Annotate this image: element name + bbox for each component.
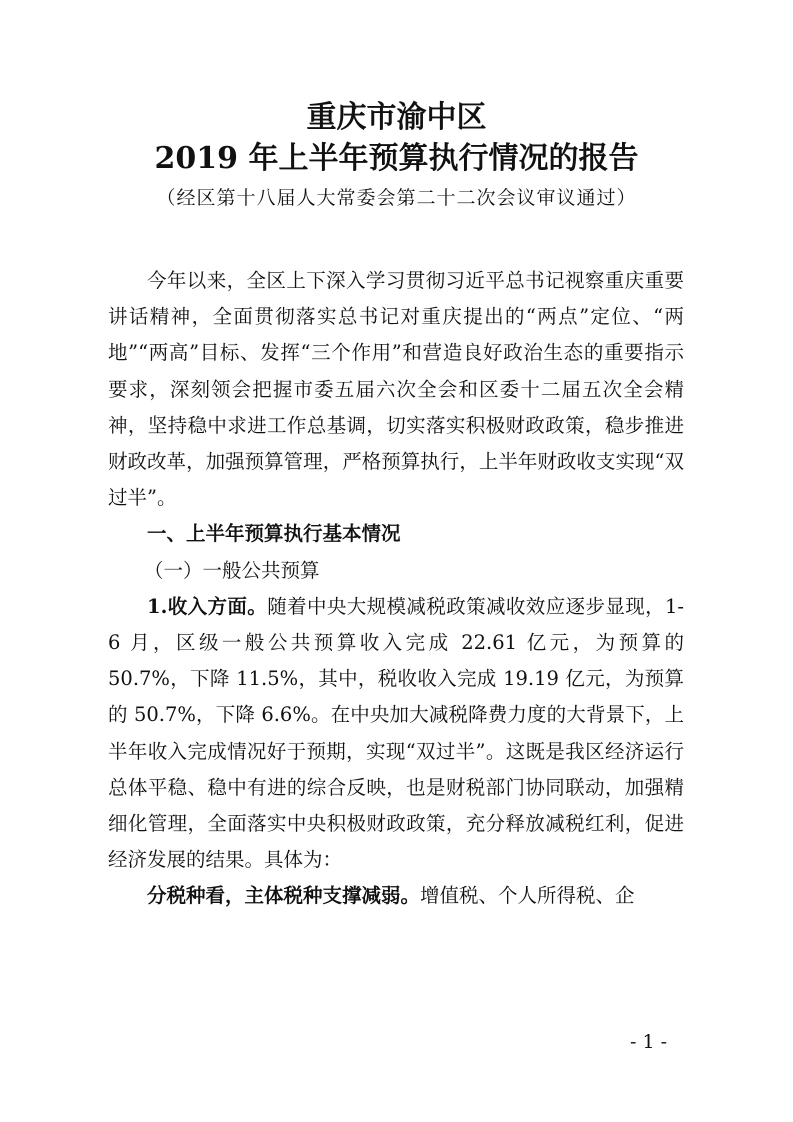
tax-paragraph [108, 878, 684, 914]
document-body [108, 263, 684, 915]
title-line-1: 重庆市渝中区 [306, 100, 487, 135]
income-text: 随着中央大规模减税政策减收效应逐步显现，1-6 月，区级一般公共预算收入完成 22.61 亿元，为预算的 50.7%，下降 11.5%，其中，税收收入完成 19.19 亿元，为预算的 50.7%，下降 6.6%。在中央加大减税降费力度的大背景下，上半年收入完成情况好于预期，实现“双过半”。这既是我区经济运行总体平稳、稳中有进的综合反映，也是财税部门协同联动，加强精细化管理，全面落实中央积极财政政策，充分释放减税红利，促进经济发展的结果。具体为： [108, 594, 684, 872]
tax-lead: 分税种看，主体税种支撑减弱。 [147, 884, 421, 908]
tax-text: 增值税、个人所得税、企 [420, 884, 635, 908]
income-lead: 1.收入方面。 [147, 594, 268, 618]
section-1-subheading: （一）一般公共预算 [144, 558, 320, 582]
section-1-heading: 一、上半年预算执行基本情况 [147, 522, 401, 546]
page-number: - 1 - [630, 1031, 668, 1053]
intro-paragraph: 今年以来，全区上下深入学习贯彻习近平总书记视察重庆重要讲话精神，全面贯彻落实总书记对重庆提出的“两点”定位、“两地”“两高”目标、发挥“三个作用”和营造良好政治生态的重要指示要求，深刻领会把握市委五届六次全会和区委十二届五次全会精神，坚持稳中求进工作总基调，切实落实积极财政政策，稳步推进财政改革，加强预算管理，严格预算执行，上半年财政收支实现“双过半”。 [108, 269, 684, 510]
title-line-2: 2019 年上半年预算执行情况的报告 [154, 141, 639, 176]
income-paragraph [108, 589, 684, 879]
subtitle: （经区第十八届人大常委会第二十二次会议审议通过） [156, 187, 637, 209]
